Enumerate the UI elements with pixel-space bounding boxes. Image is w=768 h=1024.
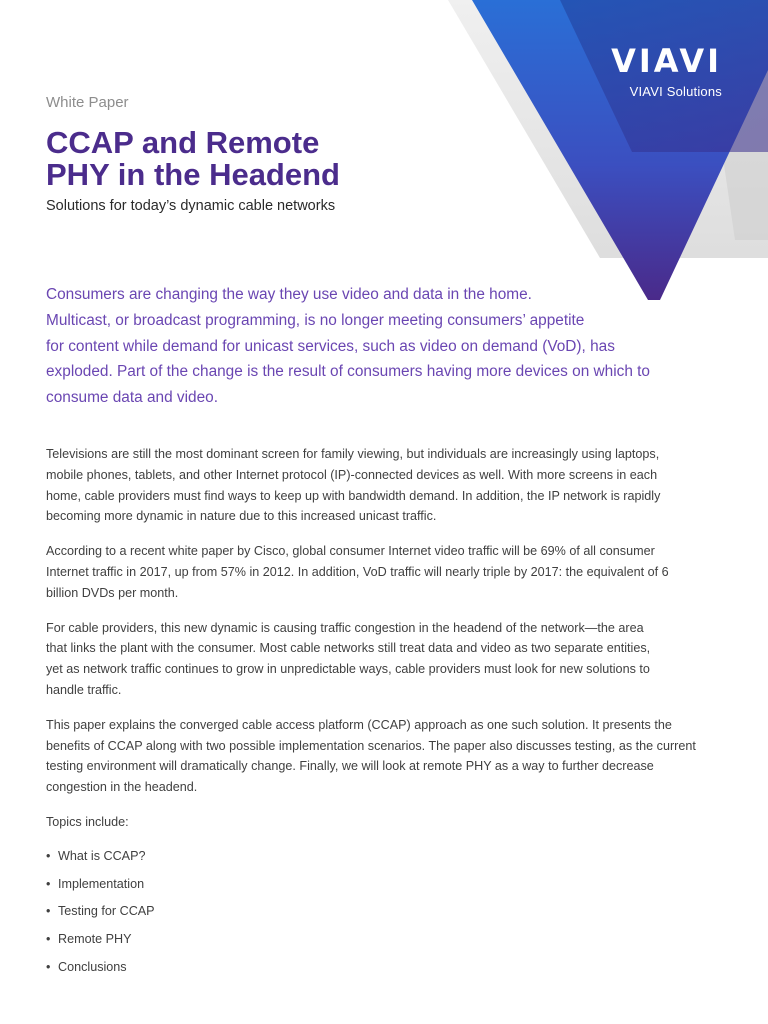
bullet-icon: • — [46, 959, 51, 974]
logo-wordmark: VIAVI — [611, 42, 722, 80]
viavi-logo[interactable] — [611, 44, 722, 99]
body-line: handle traffic. — [46, 682, 122, 697]
intro-paragraph — [46, 282, 706, 411]
bullet-icon: • — [46, 904, 51, 919]
body-line: Televisions are still the most dominant screen for family viewing, but individuals are increasingly using laptops, — [46, 447, 660, 461]
body-line: Internet traffic in 2017, up from 57% in 2012. In addition, VoD traffic will nearly triple by 2017: the equivalent of 6 — [46, 564, 669, 579]
topic-label: Testing for CCAP — [58, 904, 155, 919]
title-line: PHY in the Headend — [46, 157, 340, 192]
intro-line: consume data and video. — [46, 389, 218, 407]
body-line: According to a recent white paper by Cisco, global consumer Internet video traffic will be 69% of all consumer — [46, 544, 655, 559]
title-line: CCAP and Remote — [46, 125, 320, 160]
topics-list — [46, 846, 726, 985]
intro-line: Multicast, or broadcast programming, is no longer meeting consumers’ appetite — [46, 311, 585, 329]
body-paragraph — [46, 541, 726, 603]
topics-label: Topics include: — [46, 814, 129, 829]
body-line: home, cable providers must find ways to keep up with bandwidth demand. In addition, the IP network is rapidly — [46, 488, 661, 503]
topic-label: Conclusions — [58, 959, 127, 974]
topic-item — [46, 846, 726, 874]
topic-label: Implementation — [58, 876, 145, 891]
topic-item — [46, 957, 726, 985]
topic-item — [46, 874, 726, 902]
body-paragraph — [46, 444, 726, 527]
topic-item — [46, 901, 726, 929]
body-line: yet as network traffic continues to grow in unpredictable ways, cable providers must look for new solutions to — [46, 662, 650, 677]
body-line: benefits of CCAP along with two possible implementation scenarios. The paper also discusses testing, as the current — [46, 738, 696, 753]
bullet-icon: • — [46, 932, 51, 947]
bullet-icon: • — [46, 876, 51, 891]
body-line: testing environment will dramatically change. Finally, we will look at remote PHY as a way to further decrease — [46, 759, 654, 774]
body-line: This paper explains the converged cable access platform (CCAP) approach as one such solution. It presents the — [46, 717, 672, 732]
document-type-label: White Paper — [46, 94, 129, 111]
topic-label: What is CCAP? — [58, 848, 146, 863]
body-line: billion DVDs per month. — [46, 585, 179, 600]
body-line: congestion in the headend. — [46, 780, 198, 795]
intro-line: exploded. Part of the change is the result of consumers having more devices on which to — [46, 363, 650, 381]
intro-line: for content while demand for unicast services, such as video on demand (VoD), has — [46, 337, 615, 355]
document-title — [46, 127, 466, 191]
body-paragraph — [46, 618, 726, 701]
intro-line: Consumers are changing the way they use video and data in the home. — [46, 286, 532, 303]
topic-item — [46, 929, 726, 957]
body-line: becoming more dynamic in nature due to this increased unicast traffic. — [46, 509, 437, 524]
body-line: that links the plant with the consumer. Most cable networks still treat data and video as two separate entities, — [46, 641, 651, 656]
topic-label: Remote PHY — [58, 932, 132, 947]
document-subtitle: Solutions for today’s dynamic cable networks — [46, 198, 336, 214]
body-line: mobile phones, tablets, and other Internet protocol (IP)-connected devices as well. With more screens in each — [46, 467, 658, 482]
body-line: For cable providers, this new dynamic is causing traffic congestion in the headend of the network—the area — [46, 620, 644, 635]
body-paragraph — [46, 715, 726, 798]
bullet-icon: • — [46, 848, 51, 863]
body-text — [46, 444, 726, 985]
company-name: VIAVI Solutions — [629, 84, 722, 99]
